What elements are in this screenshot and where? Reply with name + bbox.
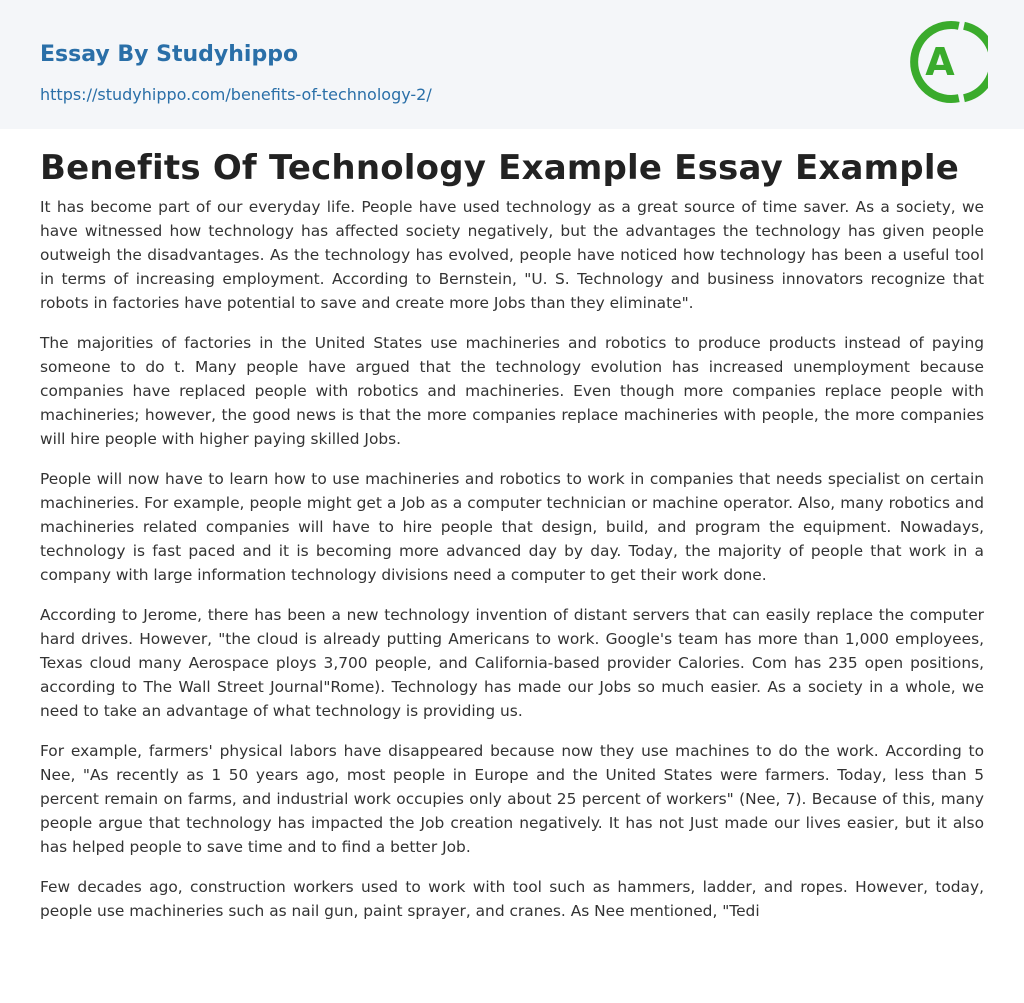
- essay-paragraph: It has become part of our everyday life. People have used technology as a great source of time saver. As a society, we have witnessed how technology has affected society negatively, but the advantages the technology has given people outweigh the disadvantages. As the technology has evolved, people have noticed how technology has been a useful tool in terms of increasing employment. According to Bernstein, "U. S. Technology and business innovators recognize that robots in factories have potential to save and create more Jobs than they eliminate".: [40, 198, 984, 312]
- essay-paragraph: The majorities of factories in the United States use machineries and robotics to produce products instead of paying someone to do t. Many people have argued that the technology evolution has increased unemployment because companies have replaced people with robotics and machineries. Even though more companies replace people with machineries; however, the good news is that the more companies replace machineries with people, the more companies will hire people with higher paying skilled Jobs.: [40, 334, 984, 448]
- site-header: [0, 0, 1024, 129]
- essay-title: Benefits Of Technology Example Essay Example: [40, 148, 959, 188]
- essay-paragraph: For example, farmers' physical labors have disappeared because now they use machines to do the work. According to Nee, "As recently as 1 50 years ago, most people in Europe and the United States were farmers. Today, less than 5 percent remain on farms, and industrial work occupies only about 25 percent of workers" (Nee, 7). Because of this, many people argue that technology has impacted the Job creation negatively. It has not Just made our lives easier, but it also has helped people to save time and to find a better Job.: [40, 742, 984, 856]
- essay-paragraph: Few decades ago, construction workers used to work with tool such as hammers, ladder, and ropes. However, today, people use machineries such as nail gun, paint sprayer, and cranes. As Nee mentioned, "Tedi: [40, 878, 984, 920]
- essay-paragraph: According to Jerome, there has been a new technology invention of distant servers that can easily replace the computer hard drives. However, "the cloud is already putting Americans to work. Google's team has more than 1,000 employees, Texas cloud many Aerospace ploys 3,700 people, and California-based provider Calories. Com has 235 open positions, according to The Wall Street Journal"Rome). Technology has made our Jobs so much easier. As a society in a whole, we need to take an advantage of what technology is providing us.: [40, 606, 984, 720]
- site-brand[interactable]: Essay By Studyhippo: [40, 42, 299, 67]
- essay-url-link[interactable]: https://studyhippo.com/benefits-of-technology-2/: [40, 85, 432, 104]
- studyhippo-logo-icon[interactable]: [908, 18, 988, 106]
- essay-content: [0, 129, 1024, 923]
- essay-paragraph: People will now have to learn how to use machineries and robotics to work in companies that needs specialist on certain machineries. For example, people might get a Job as a computer technician or machine operator. Also, many robotics and machineries related companies will have to hire people that design, build, and program the equipment. Nowadays, technology is fast paced and it is becoming more advanced day by day. Today, the majority of people that work in a company with large information technology divisions need a computer to get their work done.: [40, 470, 984, 584]
- logo-letter: A: [925, 40, 955, 84]
